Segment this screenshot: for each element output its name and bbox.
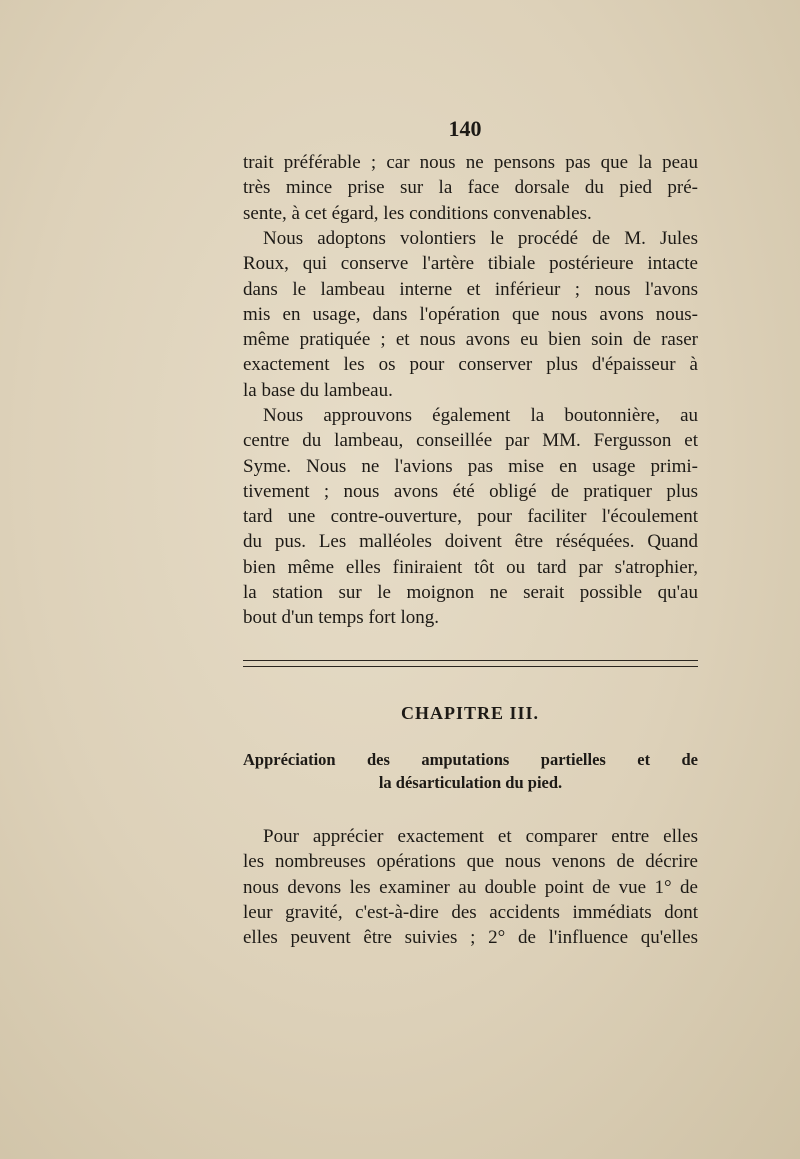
paragraph-jules-roux (243, 226, 698, 403)
paragraph-appreciation (243, 824, 698, 950)
text-line: sente, à cet égard, les conditions convenables. (243, 202, 592, 224)
text-line: la station sur le moignon ne serait possible qu'au (243, 582, 698, 604)
text-line: la base du lambeau. (243, 379, 393, 401)
text-line: très mince prise sur la face dorsale du pied pré- (243, 177, 698, 199)
text-line: leur gravité, c'est-à-dire des accidents immédiats dont (243, 901, 698, 923)
text-line: même pratiquée ; et nous avons eu bien soin de raser (243, 329, 698, 351)
text-line: bien même elles finiraient tôt ou tard par s'atrophier, (243, 556, 698, 578)
text-line: centre du lambeau, conseillée par MM. Fergusson et (243, 430, 698, 452)
text-line: Syme. Nous ne l'avions pas mise en usage primi- (243, 455, 698, 477)
text-line: dans le lambeau interne et inférieur ; nous l'avons (243, 278, 698, 300)
chapter-subtitle (243, 748, 698, 794)
text-line: mis en usage, dans l'opération que nous avons nous- (243, 303, 698, 325)
text-line: trait préférable ; car nous ne pensons pas que la peau (243, 152, 698, 173)
text-line: bout d'un temps fort long. (243, 607, 440, 629)
chapter-title: CHAPITRE III. (400, 703, 540, 723)
paragraph-boutonniere (243, 403, 698, 631)
text-line: elles peuvent être suivies ; 2° de l'influence qu'elles (243, 927, 698, 949)
text-line: les nombreuses opérations que nous venons de décrire (243, 851, 698, 873)
text-line: Roux, qui conserve l'artère tibiale postérieure intacte (243, 253, 698, 275)
text-line: Pour apprécier exactement et comparer entre elles (263, 826, 698, 847)
text-line: Nous adoptons volontiers le procédé de M. Jules (263, 228, 698, 249)
text-line: du pus. Les malléoles doivent être réséquées. Quand (243, 531, 698, 553)
subtitle-line: Appréciation des amputations partielles et de (243, 750, 698, 769)
text-line: tivement ; nous avons été obligé de pratiquer plus (243, 480, 698, 502)
text-line: Nous approuvons également la boutonnière, au (263, 405, 698, 426)
page-number: 140 (448, 116, 482, 141)
paragraph-continuation (243, 150, 698, 226)
subtitle-line: la désarticulation du pied. (378, 773, 563, 792)
text-line: nous devons les examiner au double point de vue 1° de (243, 876, 698, 898)
section-divider (243, 660, 698, 667)
text-line: tard une contre-ouverture, pour faciliter l'écoulement (243, 506, 698, 528)
text-line: exactement les os pour conserver plus d'épaisseur à (243, 354, 698, 376)
